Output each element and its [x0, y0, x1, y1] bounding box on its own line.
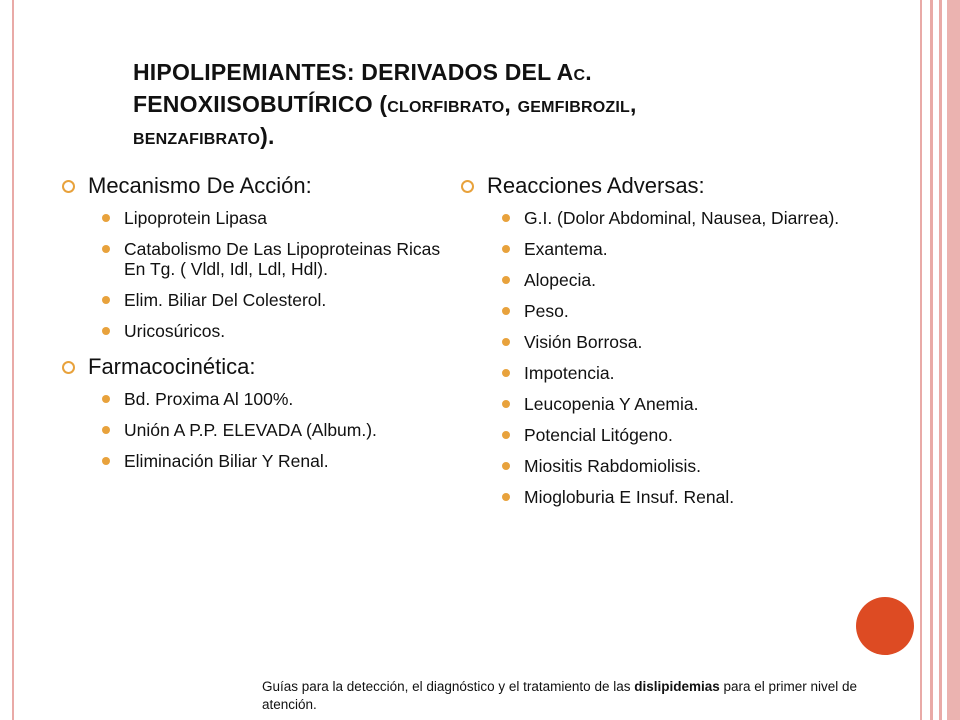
list-item: [62, 389, 442, 409]
frame-band: [947, 0, 960, 720]
title-text: FENOXIISOBUTÍRICO (: [133, 91, 388, 117]
frame-line: [920, 0, 922, 720]
farmacocinetica-list: [62, 389, 442, 471]
dot-bullet-icon: [102, 214, 110, 222]
list-item-text: Eliminación Biliar Y Renal.: [124, 451, 329, 471]
footnote-text: Guías para la detección, el diagnóstico y el tratamiento de las: [262, 679, 635, 694]
list-item: [461, 208, 881, 228]
dot-bullet-icon: [502, 493, 510, 501]
footnote-bold-text: dislipidemias: [634, 679, 720, 694]
accent-circle: [856, 597, 914, 655]
left-column: [62, 172, 442, 483]
frame-line: [939, 0, 942, 720]
title-text: HIPOLIPEMIANTES: DERIVADOS DEL A: [133, 59, 574, 85]
title-line-2: [133, 88, 853, 120]
frame-line: [930, 0, 933, 720]
list-item: [62, 239, 442, 279]
list-item-text: Miositis Rabdomiolisis.: [524, 456, 701, 476]
dot-bullet-icon: [502, 307, 510, 315]
list-item: [62, 420, 442, 440]
section-heading-text: Reacciones Adversas:: [487, 173, 705, 198]
list-item-text: Lipoprotein Lipasa: [124, 208, 268, 228]
dot-bullet-icon: [502, 245, 510, 253]
dot-bullet-icon: [102, 395, 110, 403]
list-item: [461, 425, 881, 445]
list-item-text: Potencial Litógeno.: [524, 425, 673, 445]
list-item-text: Unión A P.P. ELEVADA (Album.).: [124, 420, 377, 440]
list-item-text: Leucopenia Y Anemia.: [524, 394, 699, 414]
section-heading-text: Farmacocinética:: [88, 354, 256, 379]
ring-bullet-icon: [62, 180, 75, 193]
right-column: [461, 172, 881, 519]
list-item: [461, 301, 881, 321]
list-item: [461, 456, 881, 476]
dot-bullet-icon: [502, 462, 510, 470]
list-item: [461, 239, 881, 259]
mecanismo-list: [62, 208, 442, 341]
list-item-text: Visión Borrosa.: [524, 332, 643, 352]
list-item-text: Uricosúricos.: [124, 321, 226, 341]
footnote-text: para el primer nivel de atención.: [262, 679, 858, 712]
dot-bullet-icon: [102, 457, 110, 465]
ring-bullet-icon: [461, 180, 474, 193]
reacciones-list: [461, 208, 881, 507]
dot-bullet-icon: [502, 400, 510, 408]
list-item-text: Peso.: [524, 301, 569, 321]
section-heading-text: Mecanismo De Acción:: [88, 173, 312, 198]
dot-bullet-icon: [102, 296, 110, 304]
source-footnote: [262, 678, 862, 714]
list-item: [461, 363, 881, 383]
dot-bullet-icon: [502, 431, 510, 439]
list-item-text: Catabolismo De Las Lipoproteinas Ricas En Tg. ( Vldl, Idl, Ldl, Hdl).: [124, 239, 441, 279]
title-line-3: [133, 120, 853, 152]
list-item: [62, 451, 442, 471]
list-item: [62, 290, 442, 310]
title-text-smallcaps: benzafibrato: [133, 123, 261, 149]
dot-bullet-icon: [102, 327, 110, 335]
dot-bullet-icon: [502, 369, 510, 377]
slide-title: [133, 56, 853, 152]
dot-bullet-icon: [102, 245, 110, 253]
ring-bullet-icon: [62, 361, 75, 374]
dot-bullet-icon: [502, 276, 510, 284]
list-item-text: Miogloburia E Insuf. Renal.: [524, 487, 735, 507]
dot-bullet-icon: [102, 426, 110, 434]
section-heading-farmacocinetica: [62, 353, 442, 381]
list-item: [62, 208, 442, 228]
title-text-smallcaps: c.: [573, 59, 592, 85]
title-text-smallcaps: clorfibrato, gemfibrozil,: [387, 91, 637, 117]
list-item: [461, 394, 881, 414]
title-text: ).: [260, 123, 275, 149]
list-item: [461, 270, 881, 290]
dot-bullet-icon: [502, 214, 510, 222]
list-item: [62, 321, 442, 341]
list-item-text: Impotencia.: [524, 363, 615, 383]
slide-frame-left-line: [12, 0, 14, 720]
list-item-text: G.I. (Dolor Abdominal, Nausea, Diarrea).: [524, 208, 840, 228]
list-item: [461, 332, 881, 352]
list-item-text: Bd. Proxima Al 100%.: [124, 389, 294, 409]
dot-bullet-icon: [502, 338, 510, 346]
list-item-text: Exantema.: [524, 239, 608, 259]
list-item-text: Elim. Biliar Del Colesterol.: [124, 290, 327, 310]
list-item: [461, 487, 881, 507]
list-item-text: Alopecia.: [524, 270, 596, 290]
title-line-1: [133, 56, 853, 88]
section-heading-reacciones: [461, 172, 881, 200]
slide-frame-right-band: [918, 0, 960, 720]
section-heading-mecanismo: [62, 172, 442, 200]
